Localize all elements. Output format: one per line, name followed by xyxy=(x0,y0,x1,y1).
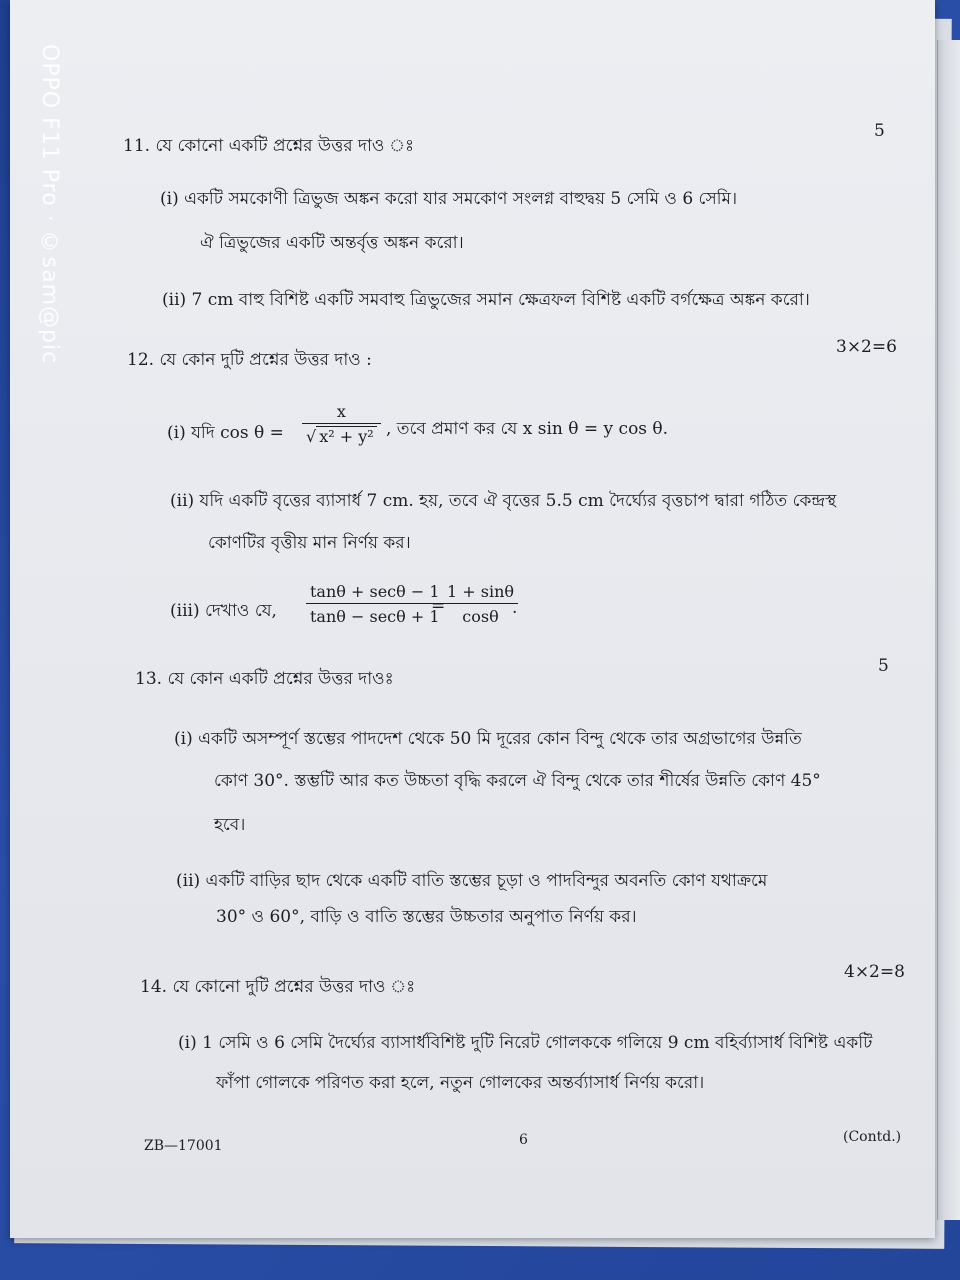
footer-page-number: 6 xyxy=(519,1132,528,1148)
q13-ii-line2: 30° ও 60°, বাড়ি ও বাতি স্তম্ভের উচ্চতার অনুপাত নির্ণয় কর। xyxy=(216,907,637,927)
q14-i-line1: (i) 1 সেমি ও 6 সেমি দৈর্ঘ্যের ব্যাসার্ধবিশিষ্ট দুটি নিরেট গোলককে গলিয়ে 9 cm বহির্ব্যাসার্ধ বিশিষ্ট একটি xyxy=(178,1033,873,1053)
q13-header: 13. যে কোন একটি প্রশ্নের উত্তর দাওঃ xyxy=(135,669,394,689)
q13-ii-line1: (ii) একটি বাড়ির ছাদ থেকে একটি বাতি স্তম্ভের চূড়া ও পাদবিন্দুর অবনতি কোণ যথাক্রমে xyxy=(176,871,768,891)
q12-marks: 3×2=6 xyxy=(836,337,897,357)
q13-i-line1: (i) একটি অসম্পূর্ণ স্তম্ভের পাদদেশ থেকে 50 মি দূরের কোন বিন্দু থেকে তার অগ্রভাগের উন্নতি xyxy=(174,729,802,749)
camera-watermark: OPPO F11 Pro · ©sam@pic xyxy=(37,44,62,365)
q12-ii-line2: কোণটির বৃত্তীয় মান নির্ণয় কর। xyxy=(208,533,411,553)
paper-stack-edge xyxy=(937,40,960,1220)
footer-contd: (Contd.) xyxy=(843,1129,902,1145)
q14-i-line2: ফাঁপা গোলকে পরিণত করা হলে, নতুন গোলকের অন্তর্ব্যাসার্ধ নির্ণয় করো। xyxy=(216,1073,705,1093)
q12-iii-left-numerator: tanθ + secθ − 1 xyxy=(306,582,444,604)
q12-iii-right-denominator: cosθ xyxy=(462,607,499,626)
q12-iii-end: . xyxy=(512,598,518,618)
q11-header: 11. যে কোনো একটি প্রশ্নের উত্তর দাও ঃ xyxy=(123,136,415,156)
q13-marks: 5 xyxy=(878,656,889,676)
q12-iii-left-fraction xyxy=(306,582,444,626)
q12-i-numerator: x xyxy=(302,402,381,424)
q11-i-line1: (i) একটি সমকোণী ত্রিভুজ অঙ্কন করো যার সমকোণ সংলগ্ন বাহুদ্বয় 5 সেমি ও 6 সেমি। xyxy=(160,189,738,209)
q12-iii-equals: = xyxy=(431,596,446,616)
q13-i-line2: কোণ 30°. স্তম্ভটি আর কত উচ্চতা বৃদ্ধি করলে ঐ বিন্দু থেকে তার শীর্ষের উন্নতি কোণ 45° xyxy=(214,771,821,791)
q14-header: 14. যে কোনো দুটি প্রশ্নের উত্তর দাও ঃ xyxy=(140,977,416,997)
q11-marks: 5 xyxy=(874,121,885,141)
q12-iii-right-numerator: 1 + sinθ xyxy=(443,582,518,604)
q12-ii-line1: (ii) যদি একটি বৃত্তের ব্যাসার্ধ 7 cm. হয়, তবে ঐ বৃত্তের 5.5 cm দৈর্ঘ্যের বৃত্তচাপ দ্বারা গঠিত কেন্দ্রস্থ xyxy=(170,491,837,511)
q11-i-line2: ঐ ত্রিভুজের একটি অন্তর্বৃত্ত অঙ্কন করো। xyxy=(200,233,464,253)
q12-iii-right-fraction xyxy=(443,582,518,626)
q13-i-line3: হবে। xyxy=(214,815,246,835)
q12-i-suffix: , তবে প্রমাণ কর যে x sin θ = y cos θ. xyxy=(386,419,669,439)
footer-paper-code: ZB—17001 xyxy=(144,1138,223,1154)
q11-ii-line1: (ii) 7 cm বাহু বিশিষ্ট একটি সমবাহু ত্রিভুজের সমান ক্ষেত্রফল বিশিষ্ট একটি বর্গক্ষেত্র অঙ্কন করো। xyxy=(162,290,810,310)
q14-marks: 4×2=8 xyxy=(844,962,905,982)
q12-header: 12. যে কোন দুটি প্রশ্নের উত্তর দাও : xyxy=(127,350,372,370)
q12-iii-left-denominator: tanθ − secθ + 1 xyxy=(310,607,440,626)
q12-i-prefix: (i) যদি cos θ = xyxy=(167,423,284,443)
exam-page xyxy=(10,0,935,1238)
q12-iii-prefix: (iii) দেখাও যে, xyxy=(170,601,277,621)
q12-i-denominator: x² + y² xyxy=(316,426,376,446)
q12-i-fraction: $\frac{x}{\text{√ x² + y²}}$ xyxy=(302,402,381,446)
